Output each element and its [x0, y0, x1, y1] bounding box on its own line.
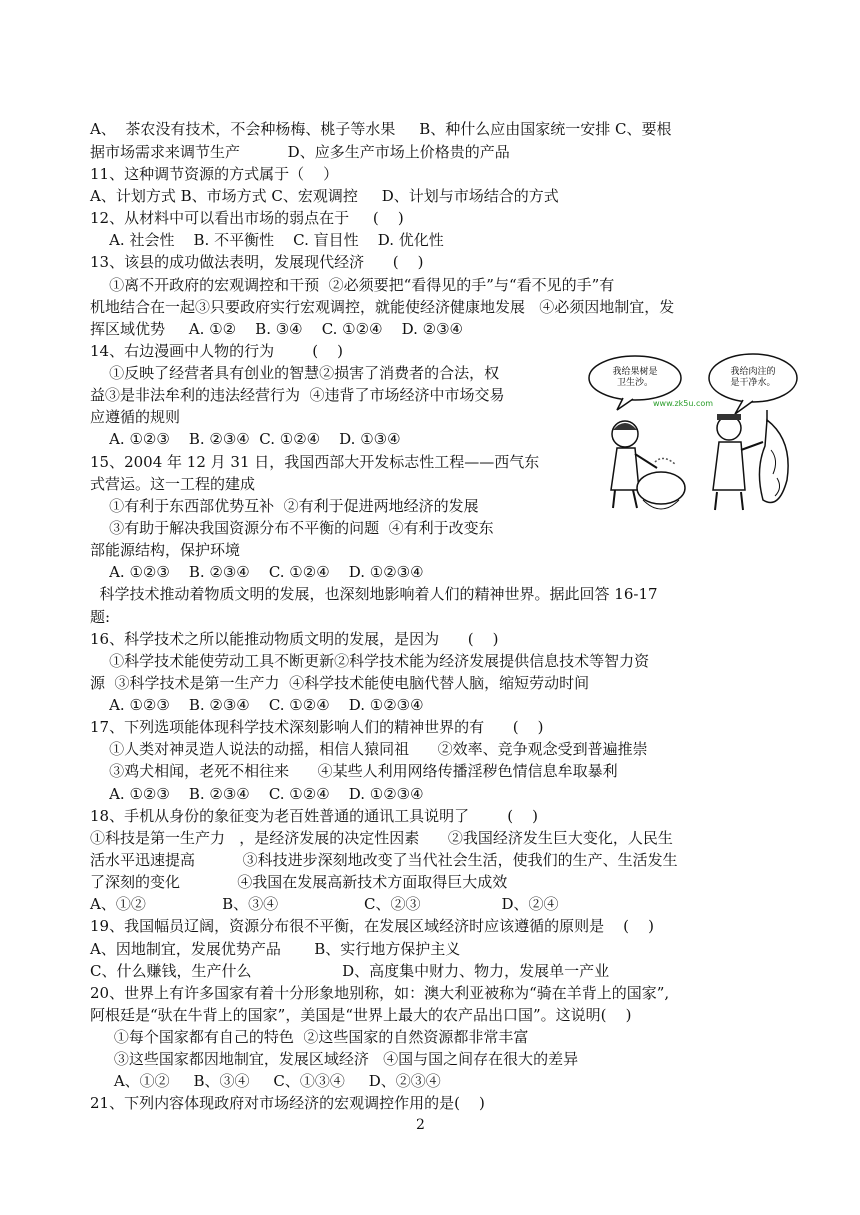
speech-bubble-tail [617, 398, 633, 410]
text-line: 18、手机从身份的象征变为老百姓普通的通讯工具说明了 ( ) [90, 807, 539, 825]
text-line: 应遵循的规则 [90, 408, 181, 426]
text-line: 据市场需求来调节生产 D、应多生产市场上价格贵的产品 [90, 143, 510, 161]
text-line: 16、科学技术之所以能推动物质文明的发展，是因为 ( ) [90, 630, 499, 648]
bubble-left-text: 我给果树是卫生沙。 [612, 367, 658, 388]
text-line: ①每个国家都有自己的特色 ②这些国家的自然资源都非常丰富 [90, 1028, 529, 1046]
text-line: 部能源结构，保护环境 [90, 541, 241, 559]
text-line: A. ①②③ B. ②③④ C. ①②④ D. ①②③④ [90, 696, 424, 714]
text-line: A、①② B、③④ C、①③④ D、②③④ [90, 1072, 441, 1090]
text-line: 19、我国幅员辽阔，资源分布很不平衡，在发展区域经济时应该遵循的原则是 ( ) [90, 917, 654, 935]
text-line: ③有助于解决我国资源分布不平衡的问题 ④有利于改变东 [90, 519, 494, 537]
text-line: 13、该县的成功做法表明，发展现代经济 ( ) [90, 253, 424, 271]
text-line: ①反映了经营者具有创业的智慧②损害了消费者的合法，权 [90, 364, 500, 382]
text-line: 了深刻的变化 ④我国在发展高新技术方面取得巨大成效 [90, 873, 508, 891]
text-line: ①科技是第一生产力 ，是经济发展的决定性因素 ②我国经济发生巨大变化，人民生 [90, 829, 673, 847]
cartoon-illustration [583, 350, 805, 520]
watermark-text: www.zk5u.com [653, 399, 714, 408]
text-line: A. ①②③ B. ②③④ C. ①②④ D. ①②③④ [90, 563, 424, 581]
figure-left-arm [635, 454, 657, 468]
page-number: 2 [416, 1117, 425, 1133]
text-line: 活水平迅速提高 ③科技进步深刻地改变了当代社会生活，使我们的生产、生活发生 [90, 851, 678, 869]
text-line: 题: [90, 608, 111, 626]
text-line: 15、2004 年 12 月 31 日，我国西部大开发标志性工程——西气东 [90, 453, 540, 471]
text-line: 20、世界上有许多国家有着十分形象地别称，如：澳大利亚被称为“骑在羊背上的国家”, [90, 984, 670, 1002]
text-line: 源 ③科学技术是第一生产力 ④科学技术能使电脑代替人脑，缩短劳动时间 [90, 674, 590, 692]
figure-right-arm [741, 442, 763, 450]
text-line: 14、右边漫画中人物的行为 ( ) [90, 342, 344, 360]
text-line: 17、下列选项能体现科学技术深刻影响人们的精神世界的有 ( ) [90, 718, 544, 736]
text-line: 科学技术推动着物质文明的发展，也深刻地影响着人们的精神世界。据此回答 16-17 [90, 585, 658, 603]
figure-right-legs [715, 492, 743, 510]
text-line: 挥区域优势 A. ①② B. ③④ C. ①②④ D. ②③④ [90, 320, 463, 338]
text-line: 阿根廷是“驮在牛背上的国家”，美国是“世界上最大的农产品出口国”。这说明( ) [90, 1006, 632, 1024]
text-line: A、 茶农没有技术，不会种杨梅、桃子等水果 B、种什么应由国家统一安排 C、要根 [90, 120, 672, 138]
figure-right-cap [717, 414, 741, 420]
sack [637, 472, 685, 504]
figure-right-apron [713, 442, 745, 490]
cartoon-drawing [583, 350, 805, 520]
text-line: A. ①②③ B. ②③④ C. ①②④ D. ①②③④ [90, 785, 424, 803]
text-line: 12、从材料中可以看出市场的弱点在于 ( ) [90, 209, 404, 227]
text-line: A. ①②③ B. ②③④ C. ①②④ D. ①③④ [90, 430, 401, 448]
text-line: A、计划方式 B、市场方式 C、宏观调控 D、计划与市场结合的方式 [90, 187, 559, 205]
text-line: A、①② B、③④ C、②③ D、②④ [90, 895, 559, 913]
text-line: ①离不开政府的宏观调控和干预 ②必须要把“看得见的手”与“看不见的手”有 [90, 276, 615, 294]
figure-left-legs [613, 490, 637, 508]
text-line: ①科学技术能使劳动工具不断更新②科学技术能为经济发展提供信息技术等智力资 [90, 652, 650, 670]
text-line: ③鸡犬相闻，老死不相往来 ④某些人利用网络传播淫秽色情信息牟取暴利 [90, 762, 618, 780]
text-line: A、因地制宜，发展优势产品 B、实行地方保护主义 [90, 940, 461, 958]
text-line: ①人类对神灵造人说法的动摇，相信人猿同祖 ②效率、竞争观念受到普遍推崇 [90, 740, 648, 758]
text-line: 21、下列内容体现政府对市场经济的宏观调控作用的是( ) [90, 1094, 485, 1112]
text-line: C、什么赚钱，生产什么 D、高度集中财力、物力，发展单一产业 [90, 962, 610, 980]
speech-bubble-tail [735, 400, 753, 414]
text-line: 11、这种调节资源的方式属于（ ） [90, 165, 339, 183]
text-line: ①有利于东西部优势互补 ②有利于促进两地经济的发展 [90, 497, 479, 515]
figure-left-body [611, 448, 639, 490]
hanging-meat [759, 420, 788, 503]
sand-stream [655, 458, 675, 464]
text-line: A. 社会性 B. 不平衡性 C. 盲目性 D. 优化性 [90, 231, 444, 249]
text-line: 益③是非法牟利的违法经营行为 ④违背了市场经济中市场交易 [90, 386, 505, 404]
text-line: ③这些国家都因地制宜，发展区域经济 ④国与国之间存在很大的差异 [90, 1050, 579, 1068]
text-line: 式营运。这一工程的建成 [90, 475, 256, 493]
text-line: 机地结合在一起③只要政府实行宏观调控，就能使经济健康地发展 ④必须因地制宜，发 [90, 298, 675, 316]
bubble-right-text: 我给肉注的是干净水。 [730, 367, 776, 388]
